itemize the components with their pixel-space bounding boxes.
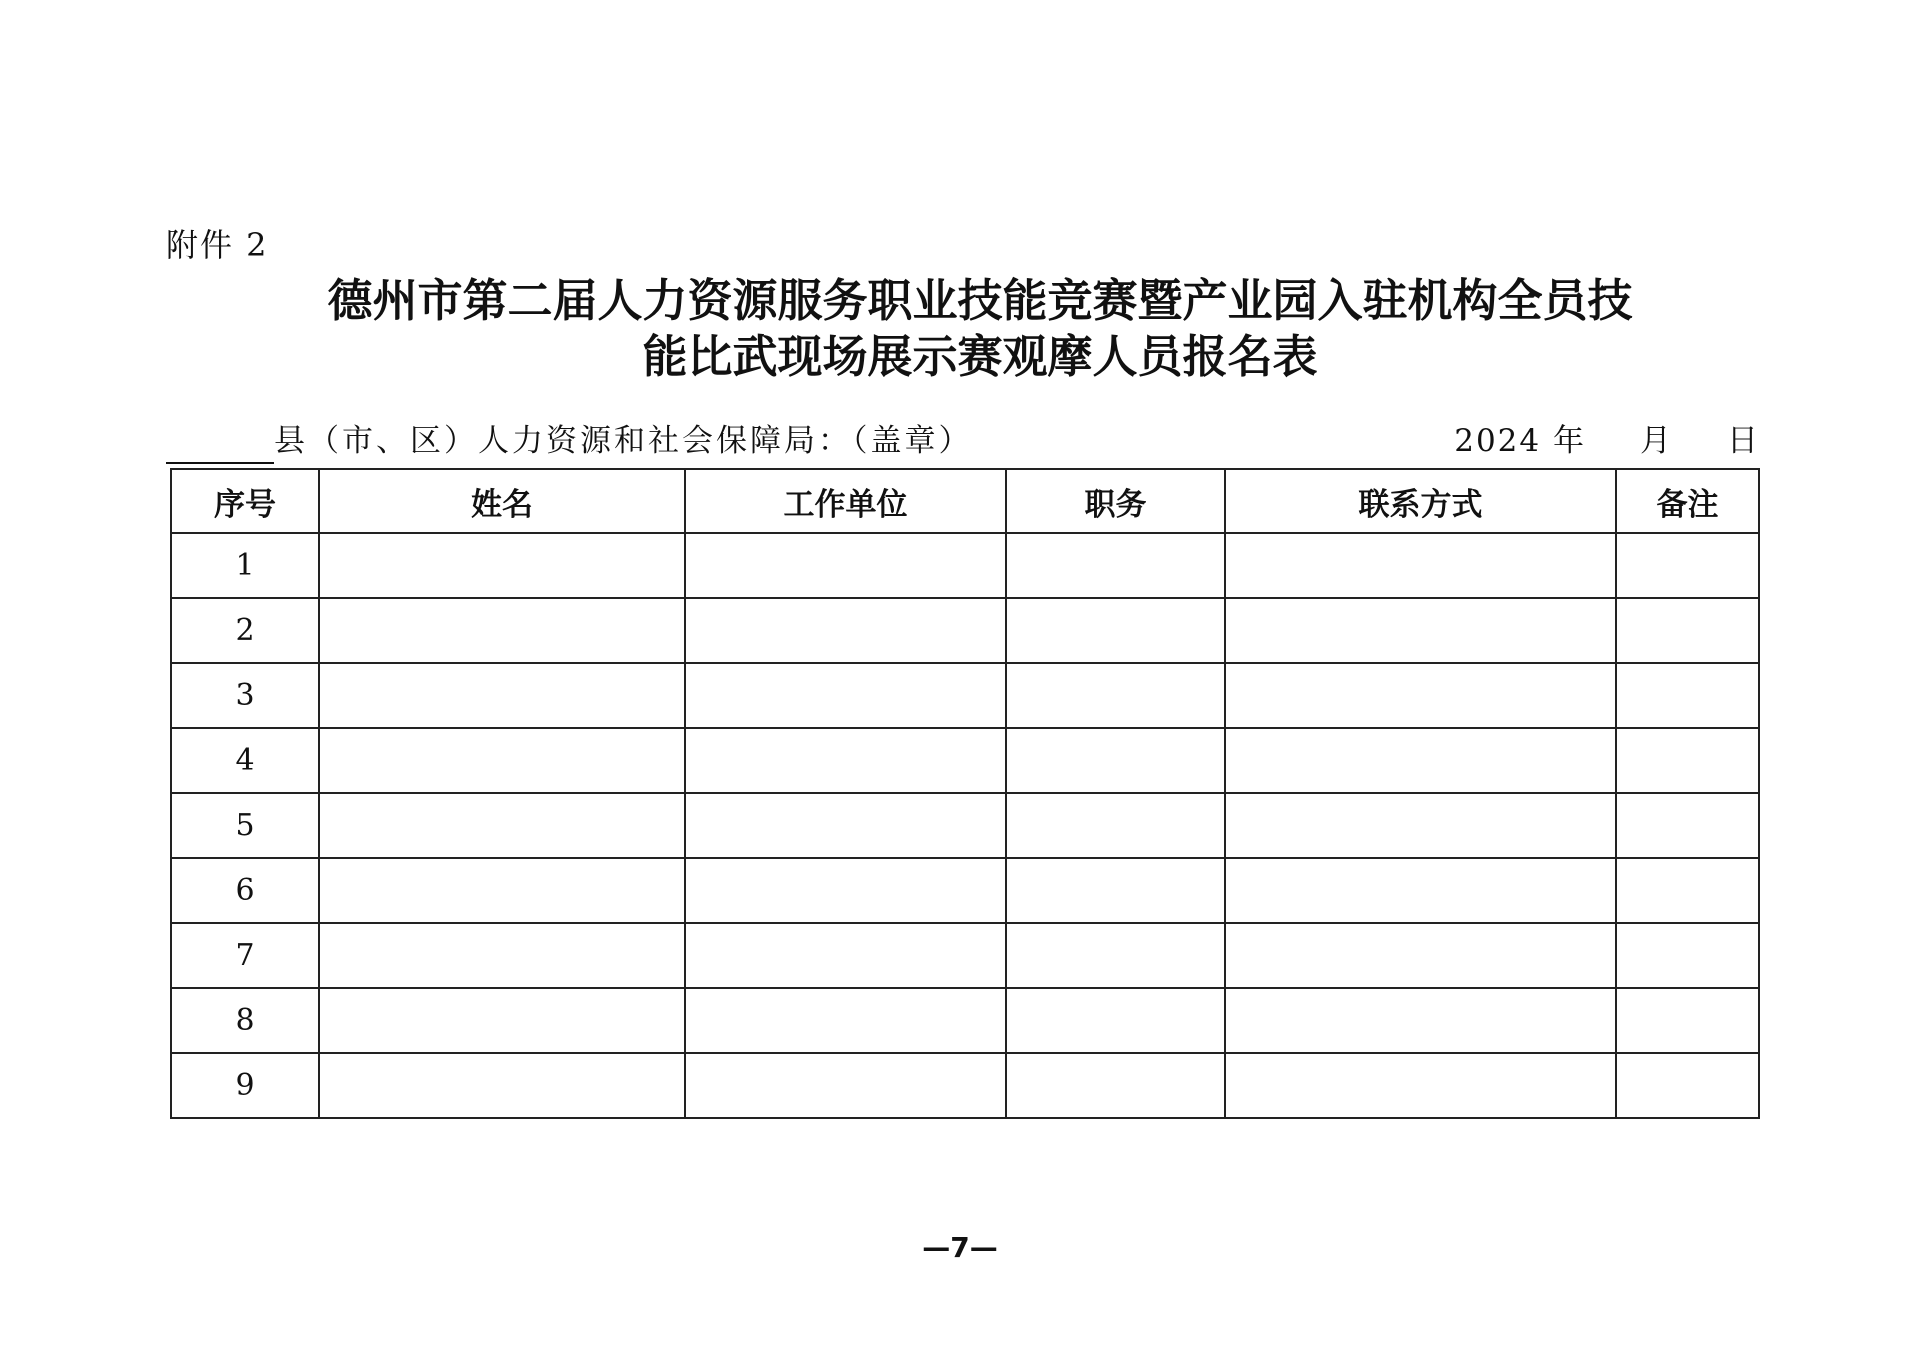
contact-cell[interactable] — [1225, 858, 1616, 923]
table-row — [171, 858, 1759, 923]
position-cell[interactable] — [1006, 923, 1225, 988]
name-cell[interactable] — [319, 858, 685, 923]
position-cell[interactable] — [1006, 793, 1225, 858]
row-index: 2 — [171, 598, 319, 663]
contact-cell[interactable] — [1225, 793, 1616, 858]
table-row — [171, 663, 1759, 728]
remarks-cell[interactable] — [1616, 793, 1759, 858]
name-cell[interactable] — [319, 663, 685, 728]
contact-cell[interactable] — [1225, 988, 1616, 1053]
remarks-cell[interactable] — [1616, 923, 1759, 988]
page-number: —7— — [922, 1231, 998, 1264]
row-index: 8 — [171, 988, 319, 1053]
position-cell[interactable] — [1006, 858, 1225, 923]
row-index: 4 — [171, 728, 319, 793]
work-unit-cell[interactable] — [685, 858, 1006, 923]
table-row — [171, 793, 1759, 858]
position-cell[interactable] — [1006, 1053, 1225, 1118]
date-year-unit: 年 — [1553, 423, 1586, 459]
header-remarks: 备注 — [1616, 469, 1759, 533]
name-cell[interactable] — [319, 598, 685, 663]
work-unit-cell[interactable] — [685, 728, 1006, 793]
work-unit-cell[interactable] — [685, 663, 1006, 728]
position-cell[interactable] — [1006, 988, 1225, 1053]
contact-cell[interactable] — [1225, 1053, 1616, 1118]
remarks-cell[interactable] — [1616, 728, 1759, 793]
header-position: 职务 — [1006, 469, 1225, 533]
remarks-cell[interactable] — [1616, 533, 1759, 598]
row-index: 9 — [171, 1053, 319, 1118]
remarks-cell[interactable] — [1616, 663, 1759, 728]
remarks-cell[interactable] — [1616, 1053, 1759, 1118]
header-index: 序号 — [171, 469, 319, 533]
row-index: 3 — [171, 663, 319, 728]
name-cell[interactable] — [319, 1053, 685, 1118]
document-title-line-2: 能比武现场展示赛观摩人员报名表 — [642, 330, 1318, 383]
name-cell[interactable] — [319, 988, 685, 1053]
date-field — [1454, 418, 1760, 464]
name-cell[interactable] — [319, 728, 685, 793]
document-title-line-1: 德州市第二届人力资源服务职业技能竞赛暨产业园入驻机构全员技 — [327, 274, 1633, 327]
header-work-unit: 工作单位 — [685, 469, 1006, 533]
table-row — [171, 728, 1759, 793]
contact-cell[interactable] — [1225, 533, 1616, 598]
name-cell[interactable] — [319, 533, 685, 598]
position-cell[interactable] — [1006, 728, 1225, 793]
name-cell[interactable] — [319, 793, 685, 858]
work-unit-cell[interactable] — [685, 923, 1006, 988]
contact-cell[interactable] — [1225, 923, 1616, 988]
row-index: 7 — [171, 923, 319, 988]
issuer-text: 县（市、区）人力资源和社会保障局：（盖章） — [274, 423, 973, 459]
position-cell[interactable] — [1006, 533, 1225, 598]
contact-cell[interactable] — [1225, 663, 1616, 728]
remarks-cell[interactable] — [1616, 988, 1759, 1053]
table-row — [171, 923, 1759, 988]
row-index: 6 — [171, 858, 319, 923]
work-unit-cell[interactable] — [685, 533, 1006, 598]
position-cell[interactable] — [1006, 663, 1225, 728]
remarks-cell[interactable] — [1616, 598, 1759, 663]
work-unit-cell[interactable] — [685, 598, 1006, 663]
header-contact: 联系方式 — [1225, 469, 1616, 533]
contact-cell[interactable] — [1225, 728, 1616, 793]
work-unit-cell[interactable] — [685, 988, 1006, 1053]
name-cell[interactable] — [319, 923, 685, 988]
work-unit-cell[interactable] — [685, 793, 1006, 858]
contact-cell[interactable] — [1225, 598, 1616, 663]
table-row — [171, 1053, 1759, 1118]
remarks-cell[interactable] — [1616, 858, 1759, 923]
date-year: 2024 — [1454, 423, 1542, 459]
table-row — [171, 533, 1759, 598]
table-row — [171, 598, 1759, 663]
date-month-unit: 月 — [1640, 423, 1673, 459]
table-header-row — [171, 469, 1759, 533]
row-index: 5 — [171, 793, 319, 858]
county-blank-field[interactable] — [166, 428, 274, 464]
header-name: 姓名 — [319, 469, 685, 533]
work-unit-cell[interactable] — [685, 1053, 1006, 1118]
table-row — [171, 988, 1759, 1053]
position-cell[interactable] — [1006, 598, 1225, 663]
attachment-label: 附件 2 — [166, 226, 269, 264]
date-day-unit: 日 — [1727, 423, 1760, 459]
registration-table — [170, 468, 1760, 1119]
row-index: 1 — [171, 533, 319, 598]
issuer-date-line — [166, 418, 1760, 464]
